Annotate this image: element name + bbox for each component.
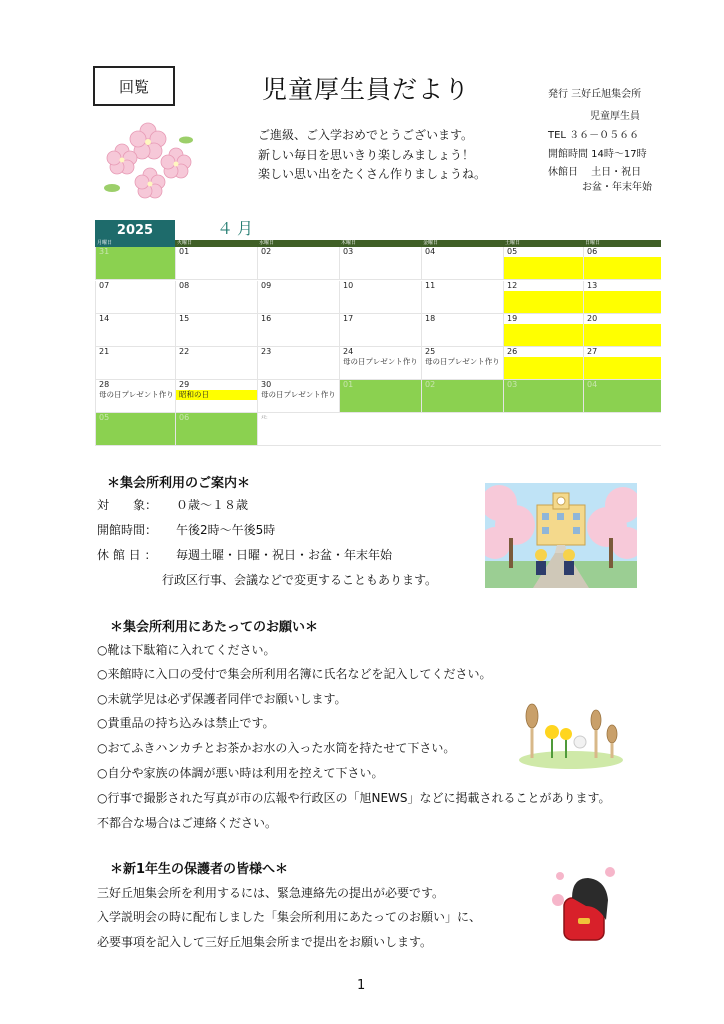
day-number: 19 [507, 314, 518, 323]
request-item: ○おてふきハンカチとお茶かお水の入った水筒を持たせて下さい。 [97, 741, 456, 755]
day-note: 母の日プレゼント作り [261, 390, 336, 399]
calendar-day [95, 380, 175, 413]
calendar-day [257, 281, 339, 314]
day-number: 31 [99, 247, 110, 256]
dandelion-icon [516, 698, 626, 770]
day-number: 13 [587, 281, 598, 290]
closed-day-highlight [584, 291, 661, 313]
day-note: 母の日プレゼント作り [343, 357, 418, 366]
request-item: ○自分や家族の体調が悪い時は利用を控えて下さい。 [97, 766, 384, 780]
calendar-day [583, 247, 661, 280]
request-item: ○貴重品の持ち込みは禁止です。 [97, 716, 275, 730]
day-number: 08 [179, 281, 190, 290]
target-label: 対 象： [97, 498, 158, 512]
school-entrance-icon [485, 483, 637, 588]
calendar-day [421, 281, 503, 314]
calendar-day [257, 413, 661, 446]
cherry-blossom-icon [100, 112, 198, 204]
day-number: 21 [99, 347, 110, 356]
calendar-day [175, 281, 257, 314]
calendar-day [583, 314, 661, 347]
calendar-day [257, 247, 339, 280]
day-number: 15 [179, 314, 190, 323]
day-number: 22 [179, 347, 190, 356]
day-number: 06 [179, 413, 190, 422]
calendar-day [95, 281, 175, 314]
closed-day-highlight [584, 257, 661, 279]
calendar-month: ４月 [217, 219, 258, 238]
target-value: ０歳～１８歳 [176, 498, 249, 512]
request-item: ○未就学児は必ず保護者同伴でお願いします。 [97, 692, 347, 706]
calendar-day [421, 314, 503, 347]
closed-note: 行政区行事、会議などで変更することもあります。 [162, 573, 438, 587]
day-number: 20 [587, 314, 598, 323]
closed-day-highlight [504, 357, 583, 379]
day-note: 母の日プレゼント作り [99, 390, 174, 399]
day-number: 06 [587, 247, 598, 256]
calendar-day [339, 347, 421, 380]
calendar-day [257, 314, 339, 347]
request-item: 不都合な場合はご連絡ください。 [97, 816, 278, 830]
greeting-line: 新しい毎日を思いきり楽しみましょう！ [258, 148, 475, 162]
publisher-line: 休館日 土日・祝日 [548, 167, 642, 178]
day-number: 01 [179, 247, 190, 256]
calendar-day [503, 347, 583, 380]
weekday-header: 金曜日 [421, 240, 503, 247]
calendar-day [95, 247, 175, 280]
closed-day-highlight [584, 324, 661, 346]
calendar-day [175, 247, 257, 280]
closed-value: 毎週土曜・日曜・祝日・お盆・年末年始 [176, 548, 393, 562]
day-number: 16 [261, 314, 272, 323]
calendar-day [175, 380, 257, 413]
calendar-day [503, 314, 583, 347]
calendar-day [421, 247, 503, 280]
weekday-header: 日曜日 [583, 240, 661, 247]
publisher-line: お盆・年末年始 [582, 182, 652, 193]
day-number: 03 [507, 380, 518, 389]
calendar-day [175, 413, 257, 446]
day-number: 29 [179, 380, 190, 389]
calendar-day [95, 413, 175, 446]
weekday-header: 木曜日 [339, 240, 421, 247]
day-number: 05 [507, 247, 518, 256]
calendar [95, 218, 661, 446]
page-number: 1 [357, 978, 366, 993]
calendar-day [95, 314, 175, 347]
day-note: 母の日プレゼント作り [425, 357, 500, 366]
circulation-box: 回覧 [93, 66, 175, 106]
weekday-header: 土曜日 [503, 240, 583, 247]
day-number: 12 [507, 281, 518, 290]
requests-heading: ＊集会所利用にあたってのお願い＊ [110, 620, 319, 635]
hours-value: 午後2時～午後5時 [176, 523, 276, 537]
request-item: ○来館時に入口の受付で集会所利用名簿に氏名などを記入してください。 [97, 667, 492, 681]
memo-label: ﾒﾓ: [261, 415, 268, 421]
publisher-line: 発行 三好丘旭集会所 [548, 89, 642, 100]
calendar-day [175, 314, 257, 347]
day-number: 17 [343, 314, 354, 323]
request-item: ○靴は下駄箱に入れてください。 [97, 643, 276, 657]
day-number: 23 [261, 347, 272, 356]
calendar-day [175, 347, 257, 380]
parents-heading: ＊新1年生の保護者の皆様へ＊ [110, 862, 289, 877]
day-number: 01 [343, 380, 354, 389]
hours-label: 開館時間： [97, 523, 158, 537]
weekday-header: 月曜日 [95, 240, 175, 247]
day-number: 18 [425, 314, 436, 323]
day-number: 25 [425, 347, 436, 356]
day-number: 02 [425, 380, 436, 389]
day-number: 14 [99, 314, 110, 323]
day-number: 24 [343, 347, 354, 356]
publisher-line: 開館時間 14時～17時 [548, 149, 647, 160]
day-number: 09 [261, 281, 272, 290]
closed-day-highlight [504, 291, 583, 313]
calendar-day [257, 380, 339, 413]
day-number: 28 [99, 380, 110, 389]
day-number: 04 [587, 380, 598, 389]
closed-day-highlight [504, 257, 583, 279]
calendar-year: 2025 [95, 220, 175, 240]
calendar-day [95, 347, 175, 380]
closed-day-highlight [504, 324, 583, 346]
day-number: 07 [99, 281, 110, 290]
day-note: 昭和の日 [176, 390, 257, 400]
weekday-header: 水曜日 [257, 240, 339, 247]
calendar-day [583, 347, 661, 380]
greeting-line: ご進級、ご入学おめでとうございます。 [258, 128, 474, 142]
parents-line: 必要事項を記入して三好丘旭集会所まで提出をお願いします。 [97, 935, 433, 949]
day-number: 05 [99, 413, 110, 422]
calendar-day [503, 380, 583, 413]
calendar-day [503, 281, 583, 314]
parents-line: 入学説明会の時に配布しました「集会所利用にあたってのお願い」に、 [97, 910, 482, 924]
calendar-day [503, 247, 583, 280]
publisher-line: 児童厚生員 [590, 111, 640, 122]
school-backpack-icon [548, 864, 620, 946]
closed-day-highlight [584, 357, 661, 379]
day-number: 30 [261, 380, 272, 389]
page-title: 児童厚生員だより [262, 75, 471, 104]
calendar-day [339, 314, 421, 347]
day-number: 02 [261, 247, 272, 256]
day-number: 11 [425, 281, 436, 290]
calendar-day [583, 281, 661, 314]
publisher-line: TEL ３６－０５６６ [548, 130, 640, 141]
calendar-day [339, 380, 421, 413]
day-number: 10 [343, 281, 354, 290]
calendar-day [339, 281, 421, 314]
day-number: 03 [343, 247, 354, 256]
calendar-day [257, 347, 339, 380]
closed-label: 休 館 日 ： [97, 548, 157, 562]
calendar-day [339, 247, 421, 280]
day-number: 26 [507, 347, 518, 356]
request-item: ○行事で撮影された写真が市の広報や行政区の「旭NEWS」などに掲載されることがあります。 [97, 791, 611, 805]
weekday-header: 火曜日 [175, 240, 257, 247]
calendar-day [583, 380, 661, 413]
calendar-day [421, 347, 503, 380]
day-number: 04 [425, 247, 436, 256]
greeting-line: 楽しい思い出をたくさん作りましょうね。 [258, 167, 487, 181]
calendar-day [421, 380, 503, 413]
parents-line: 三好丘旭集会所を利用するには、緊急連絡先の提出が必要です。 [97, 886, 445, 900]
day-number: 27 [587, 347, 598, 356]
usage-heading: ＊集会所利用のご案内＊ [107, 476, 251, 491]
